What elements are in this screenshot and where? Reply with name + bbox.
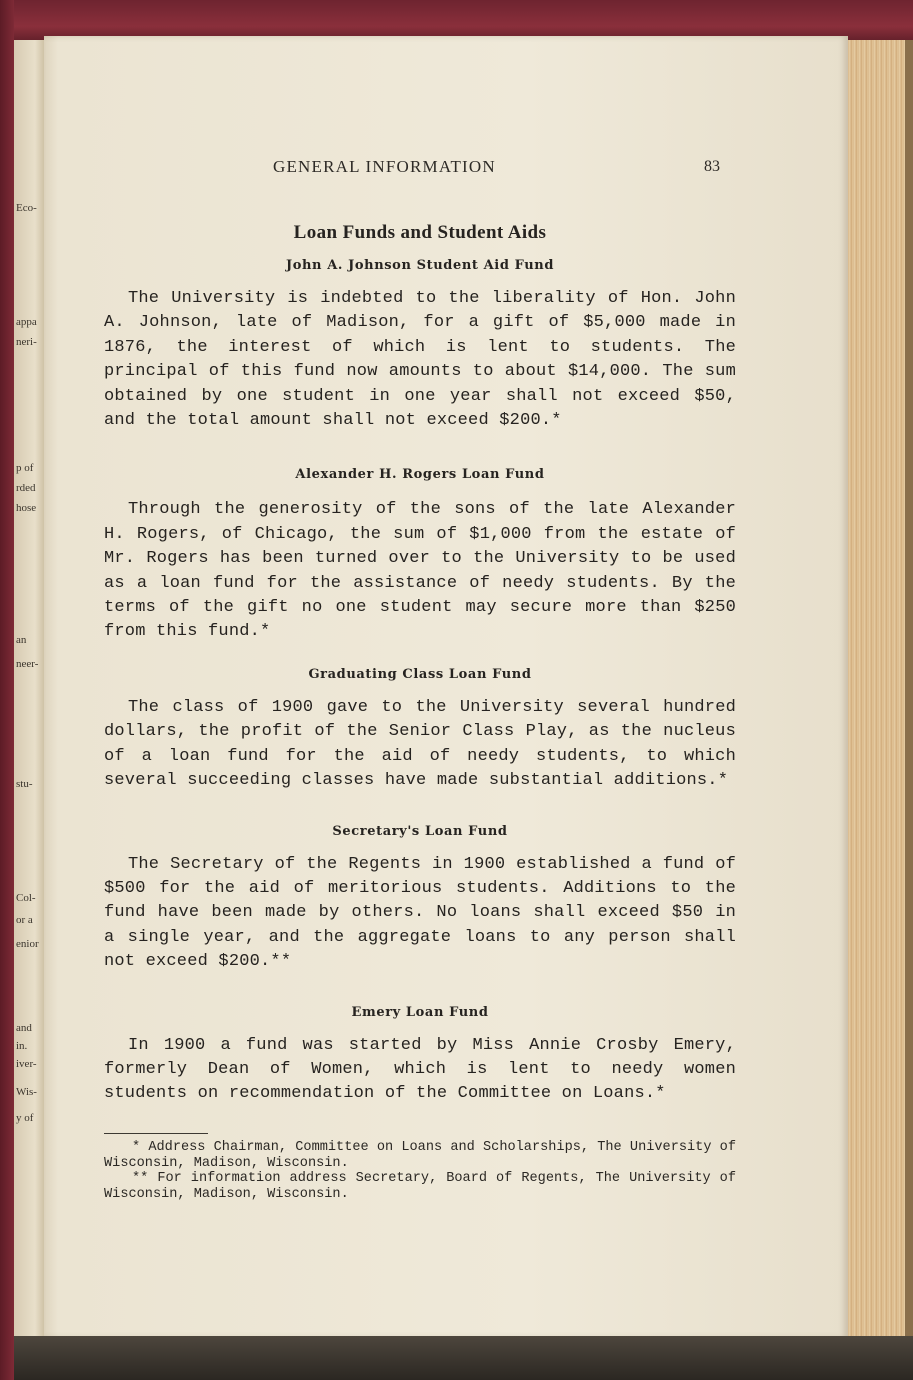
section-paragraph: Through the generosity of the sons of the late Alexander H. Rogers, of Chicago, the sum of $1,000 from the estate of Mr. Rogers has been turned over to the University to be used as a loan fund for the assistance of needy students. By the terms of the gift no one student may secure more than $250 from this fund.* [104,500,736,642]
previous-page-edge [14,40,44,1340]
margin-fragment: neri- [16,336,37,348]
margin-fragment: an [16,634,27,646]
section-paragraph: The Secretary of the Regents in 1900 established a fund of $500 for the aid of meritorious students. Additions to the fund have been made by others. No loans shall exceed $50 in a single year, and the aggregate loans to any person shall not exceed $200.** [104,854,736,972]
margin-fragment: in. [16,1040,28,1052]
margin-fragment: iver- [16,1058,37,1070]
margin-fragment: stu- [16,778,33,790]
bottom-shadow [14,1336,913,1380]
margin-fragment: rded [16,482,36,494]
footnotes [104,1140,736,1202]
margin-fragment: appa [16,316,37,328]
margin-fragment: Col- [16,892,36,904]
page-block-edges [848,40,908,1340]
book-cover-left [0,0,14,1380]
margin-fragment: y of [16,1112,34,1124]
page-block-end [905,40,913,1340]
section-heading: Secretary's Loan Fund [332,823,508,839]
footnote: ** For information address Secretary, Board of Regents, The University of Wisconsin, Madison, Wisconsin. [104,1171,736,1202]
footnote-rule [104,1133,208,1134]
section-heading: Emery Loan Fund [351,1004,489,1020]
section-heading: John A. Johnson Student Aid Fund [285,258,555,273]
footnote: * Address Chairman, Committee on Loans and Scholarships, The University of Wisconsin, Madison, Wisconsin. [104,1140,736,1171]
margin-fragment: enior [16,938,39,950]
section-heading: Graduating Class Loan Fund [308,666,532,682]
page-number: 83 [704,158,720,175]
section-heading: Alexander H. Rogers Loan Fund [295,467,545,483]
running-head: GENERAL INFORMATION [273,157,496,176]
page-content [104,222,736,1107]
margin-fragment: p of [16,462,34,474]
margin-fragment: or a [16,914,33,926]
section-paragraph: The University is indebted to the liberality of Hon. John A. Johnson, late of Madison, for a gift of $5,000 made in 1876, the interest of which is lent to students. The principal of this fund now amounts to about $14,000. The sum obtained by one student in one year shall not exceed $50, and the total amount shall not exceed $200.* [104,289,736,431]
margin-fragment: Wis- [16,1086,37,1098]
margin-fragment: Eco- [16,202,37,214]
section-paragraph: In 1900 a fund was started by Miss Annie Crosby Emery, formerly Dean of Women, which is lent to needy women students on recommendation of the Committee on Loans.* [104,1035,736,1104]
page-title: Loan Funds and Student Aids [293,222,547,243]
margin-fragment: neer- [16,658,39,670]
margin-fragment: hose [16,502,37,514]
section-paragraph: The class of 1900 gave to the University several hundred dollars, the profit of the Senior Class Play, as the nucleus of a loan fund for the aid of needy students, to which several succeeding classes have made substantial additions.* [104,697,736,791]
margin-fragment: and [16,1022,32,1034]
